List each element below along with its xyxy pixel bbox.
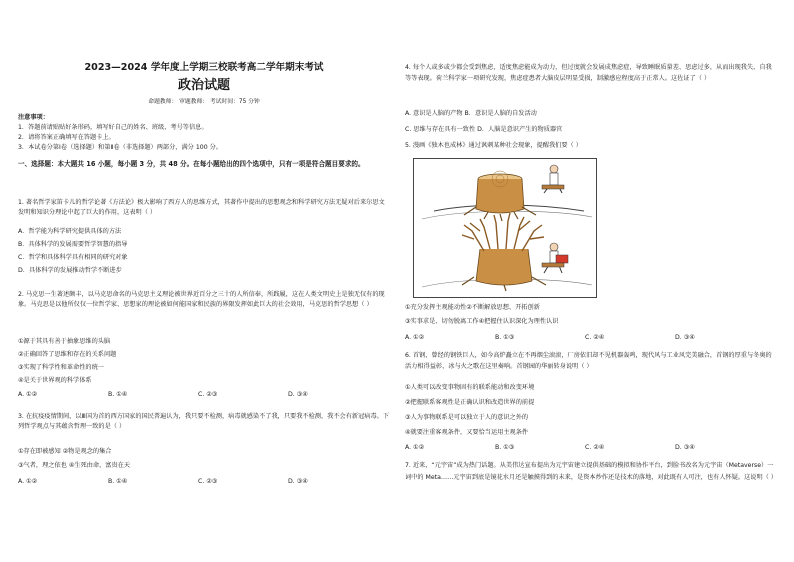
q3-option: D. ③④ [288, 478, 308, 485]
q5-options [405, 334, 765, 342]
q6-item: ④就要注重客观条件，又要恰当运用主观条件 [405, 429, 529, 436]
q5-item: ①充分发挥主观能动性②不断解放思想、开拓创新 [405, 304, 540, 311]
q5-option: B. ①③ [495, 334, 515, 341]
q2-options [18, 391, 378, 399]
notes-heading: 注意事项： [18, 114, 49, 121]
q3-stem: 3. 在抗疫疫情期间，以Ⅲ国为首的西方国家的国民普遍认为，我只要不检测，病毒就感染不了我，只要我不检测，我不会有新冠病毒。下列哲学观点与其蕴含哲理一致的是（ ） [18, 413, 390, 430]
q1-stem: 1. 著名哲学家笛卡儿的哲学论著《方法论》极大影响了西方人的思维方式，其著作中提出的思想观念和科学研究方法无疑对后来尔思文发明和知识分理论中起了巨大的作用，这表明（ ） [18, 199, 385, 216]
q2-option: D. ③④ [288, 391, 308, 398]
q6-item: ②把握联系客观性是正确认识和改造世界的前提 [405, 399, 535, 406]
q6-option: A. ①② [405, 444, 425, 451]
q3-option: A. ①② [18, 478, 38, 485]
q1-option: C．哲学和具体科学具有相同的研究对象 [18, 254, 128, 261]
q1-option: B．具体科学的发展需要哲学智慧的指导 [18, 241, 128, 248]
q3-item: ①存在即被感知 ②物是观念的集合 [18, 448, 112, 455]
q2-item: ②正确回答了思维和存在的关系问题 [18, 351, 117, 358]
q5-option: A. ①② [405, 334, 425, 341]
q4-stem: 4. 每个人或多或少都会受到焦虑，适度焦虑能成为动力，但过度就会发展成焦虑症，导致睡眠质量差、思虑过多，从而出现我失、自我等等表现。荷兰科学家一项研究发现，焦虑症患者大脑皮层明显受损，制激感应程度高于正常人。这佐证了（ ） [405, 64, 772, 82]
note-item: 1．答题前请贴贴好条形码，填写好自己的姓名、班级、考号等信息。 [18, 124, 208, 131]
q3-option: C. ②③ [198, 478, 218, 485]
q2-option: C. ②③ [198, 391, 218, 398]
q1-option: A．哲学能为科学研究提供具体的方法 [18, 228, 122, 235]
q6-stem: 6. 首钢，曾经的钢铁巨人，如今高炉矗立在不再烟尘滚滚，厂房依旧却不见机器轰鸣，现代风与工业风完美融合，首钢的厚重与冬奥的活力相得益彰，冰与火之歌在这里奏响。首钢园的华丽转身说明（ ） [405, 352, 772, 370]
q6-option: C. ②④ [585, 444, 605, 451]
q4-option: C. 思维与存在具有一致性 D．人脑是意识产生的物质器官 [405, 126, 563, 133]
q5-option: D. ③④ [675, 334, 695, 341]
q6-option: D. ③④ [675, 444, 695, 451]
q3-options [18, 478, 378, 486]
cartoon-illustration [414, 159, 596, 297]
q6-option: B. ①③ [495, 444, 515, 451]
exam-title: 2023—2024 学年度上学期三校联考高二学年期末考试 [84, 62, 324, 73]
q5-item: ③实事求是、切勿脱离工作④把握住认识深化为理性认识 [405, 318, 559, 325]
q3-option: B. ①④ [108, 478, 128, 485]
q7-stem: 7. 近来，“元宇宙”成为热门话题。从美伟达宣布提出为元宇宙建立提供基础的模拟和协作平台，到脸书改名为元宇宙（Metaverse）一词中的 Meta……元宇宙到底是镜花水月还是触摸得到的未来，是资本炒作还是技术的落地，对此既有人可注，也有人怀疑。这说明（ ） [405, 462, 777, 481]
q6-item: ③人为事物联系是可以独立于人的意识之外的 [405, 414, 529, 421]
q2-stem: 2. 马克思一生著述颇丰，以马克思命名的马克思主义理论被世界近百分之三十的人所信奉，所践履，这在人类文明史上是独无仅有的现象。马克思是以他所仅仅一位哲学家、思想家的理论被如何能国家和民族的界限发挥如此巨大的社会效用，马克思的哲学思想（ ） [18, 291, 385, 308]
meta-line: 命题教师： 审题教师： 考试时间：75 分钟 [148, 99, 260, 105]
q1-option: D．具体科学的发展推动哲学不断进步 [18, 267, 122, 274]
cartoon-figure [413, 158, 597, 298]
note-item: 2．请将答案正确填写在答题卡上。 [18, 134, 115, 141]
q5-stem: 5. 漫画《独木也成林》通过讽刺某种社会现象，提醒我们要（ ） [405, 142, 582, 149]
q3-item: ③气者，理之依也 ④生死由命，富贵在天 [18, 462, 131, 469]
q2-item: ④是关于世界观的科学体系 [18, 377, 92, 384]
q6-options [405, 444, 765, 452]
q2-item: ③实现了科学性和革命性的统一 [18, 364, 104, 371]
q5-option: C. ②④ [585, 334, 605, 341]
note-item: 3．本试卷分第Ⅰ卷（选择题）和第Ⅱ卷（非选择题）两部分，满分 100 分。 [18, 144, 222, 151]
q2-option: B. ①④ [108, 391, 128, 398]
q4-option: A. 意识是人脑的产物 B．意识是人脑的自发活动 [405, 110, 537, 117]
section-heading: 一、选择题：本大题共 16 小题，每小题 3 分，共 48 分。在每小题给出的四个选项中，只有一项是符合题目要求的。 [18, 160, 365, 168]
q2-item: ①源于其具有善于抽象思维的头脑 [18, 338, 111, 345]
q6-item: ①人类可以改变事物固有的联系能动和改变环境 [405, 384, 535, 391]
q2-option: A. ①② [18, 391, 38, 398]
subject-title: 政治试题 [177, 78, 230, 93]
